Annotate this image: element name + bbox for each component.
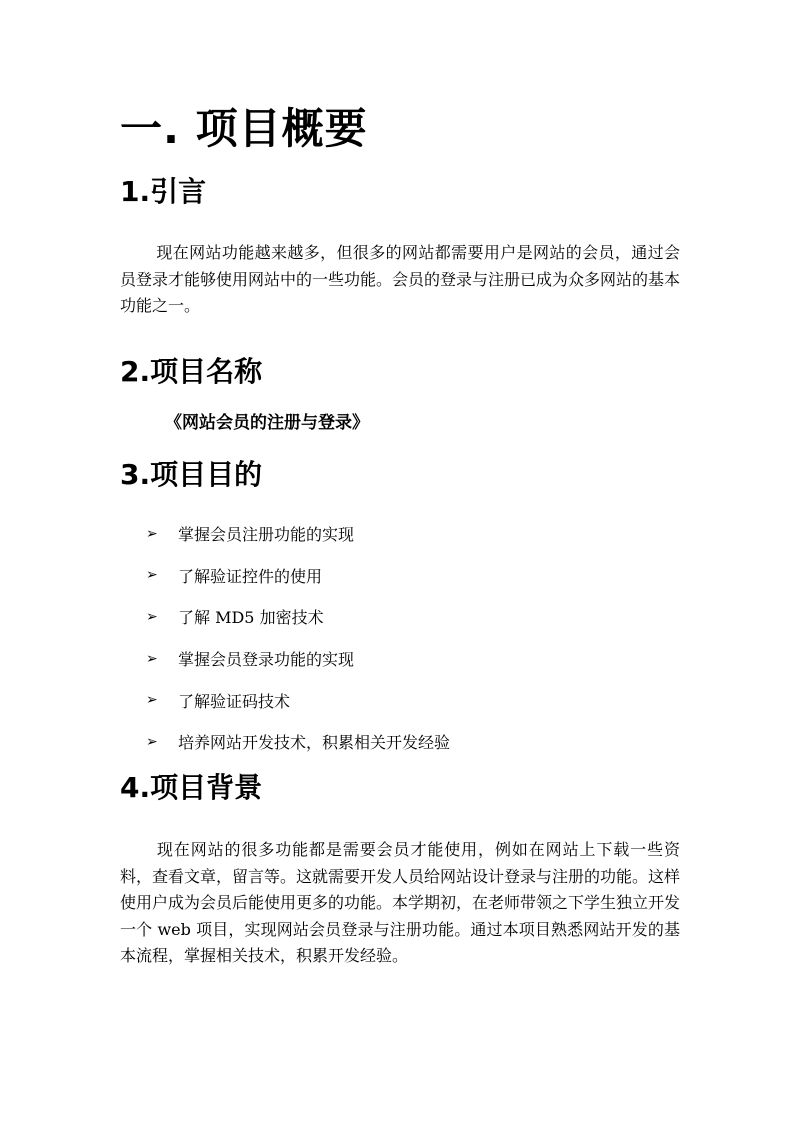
list-item-text: 掌握会员注册功能的实现 <box>178 525 355 545</box>
arrow-bullet-icon: ➢ <box>146 608 158 625</box>
list-item-text: 了解验证码技术 <box>178 691 291 711</box>
arrow-bullet-icon: ➢ <box>146 525 158 542</box>
list-item <box>146 721 450 763</box>
section-intro-text: 现在网站功能越来越多，但很多的网站都需要用户是网站的会员，通过会员登录才能够使用网站中的一些功能。会员的登录与注册已成为众多网站的基本功能之一。 <box>120 243 681 315</box>
goals-list <box>146 513 450 763</box>
section-name-heading: 2.项目名称 <box>120 355 263 388</box>
arrow-bullet-icon: ➢ <box>146 733 158 750</box>
list-item <box>146 679 450 721</box>
arrow-bullet-icon: ➢ <box>146 567 158 584</box>
section-intro-paragraph <box>120 240 680 320</box>
section-background-heading: 4.项目背景 <box>120 771 263 804</box>
list-item <box>146 513 450 555</box>
list-item <box>146 638 450 680</box>
list-item-text: 了解验证控件的使用 <box>178 566 323 586</box>
section-background-text: 现在网站的很多功能都是需要会员才能使用，例如在网站上下载一些资料，查看文章，留言等。这就需要开发人员给网站设计登录与注册的功能。这样使用户成为会员后能使用更多的功能。本学期初，在老师带领之下学生独立开发一个 web 项目，实现网站会员登录与注册功能。通过本项目熟悉网站开发的基本流程，掌握相关技术，积累开发经验。 <box>120 840 681 965</box>
list-item <box>146 555 450 597</box>
section-background-paragraph <box>120 837 680 970</box>
list-item-text: 培养网站开发技术，积累相关开发经验 <box>178 733 451 753</box>
page-title: 一. 项目概要 <box>120 104 368 153</box>
arrow-bullet-icon: ➢ <box>146 692 158 709</box>
section-intro-heading: 1.引言 <box>120 175 207 208</box>
project-name: 《网站会员的注册与登录》 <box>165 413 369 433</box>
section-goals-heading: 3.项目目的 <box>120 458 263 491</box>
list-item-text: 了解 MD5 加密技术 <box>178 608 324 628</box>
list-item-text: 掌握会员登录功能的实现 <box>178 650 355 670</box>
arrow-bullet-icon: ➢ <box>146 650 158 667</box>
list-item <box>146 596 450 638</box>
